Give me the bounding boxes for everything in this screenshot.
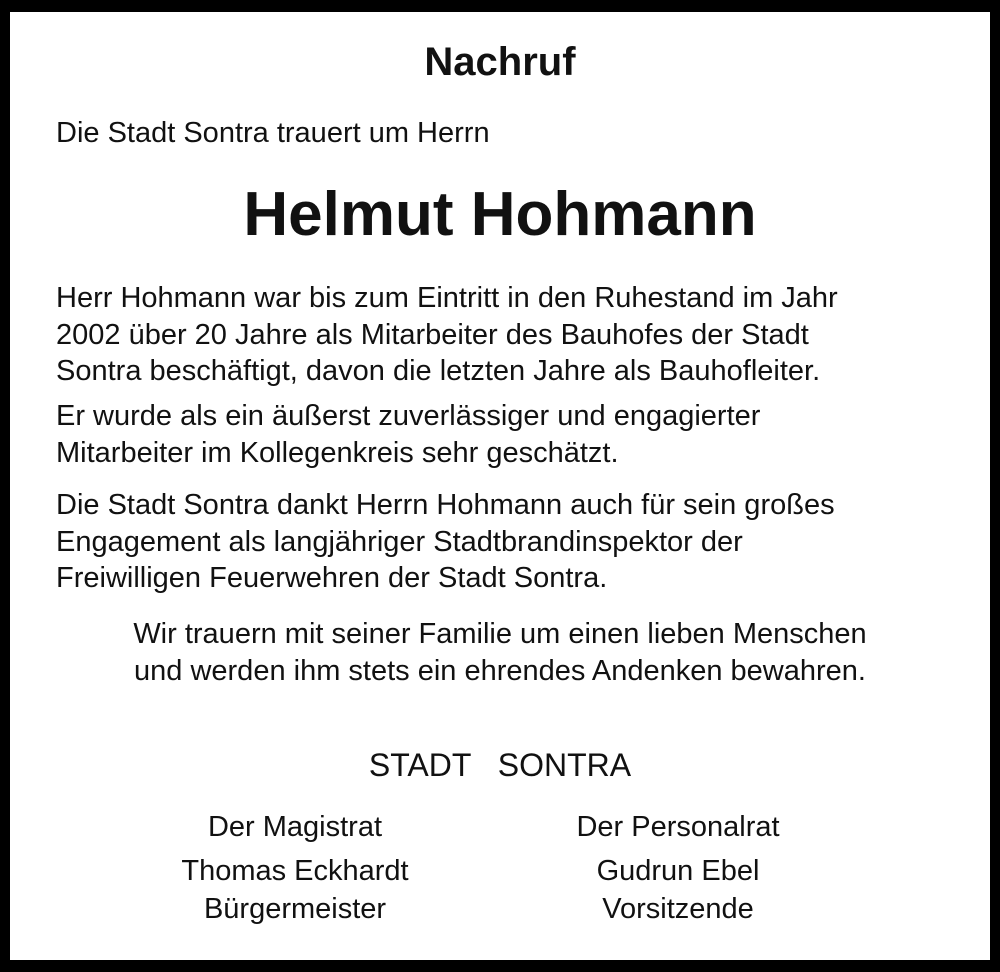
paragraph-line: Die Stadt Sontra dankt Herrn Hohmann auch für sein großes <box>56 489 835 521</box>
signatory-body: Der Personalrat <box>576 811 780 843</box>
paragraph-line: Er wurde als ein äußerst zuverlässiger und engagierter <box>56 400 761 432</box>
paragraph-line: Mitarbeiter im Kollegenkreis sehr geschätzt. <box>56 436 619 469</box>
paragraph-line: Herr Hohmann war bis zum Eintritt in den Ruhestand im Jahr <box>56 282 838 314</box>
closing-line: Wir trauern mit seiner Familie um einen lieben Menschen <box>133 618 867 650</box>
signature-block-magistrat <box>95 808 495 928</box>
signatory-name: Thomas Eckhardt <box>181 855 409 887</box>
signatory-name: Gudrun Ebel <box>596 855 760 887</box>
closing-statement <box>0 616 1000 689</box>
closing-line: und werden ihm stets ein ehrendes Andenken bewahren. <box>134 654 866 687</box>
signature-block-personalrat <box>478 808 878 928</box>
paragraph-line: 2002 über 20 Jahre als Mitarbeiter des Bauhofes der Stadt <box>56 318 809 351</box>
organization-name: STADT SONTRA <box>368 747 632 783</box>
obituary-heading: Nachruf <box>424 40 576 84</box>
paragraph-career <box>56 280 956 390</box>
signatory-title: Bürgermeister <box>203 893 387 925</box>
paragraph-fire-brigade <box>56 487 956 597</box>
intro-text: Die Stadt Sontra trauert um Herrn <box>56 117 490 149</box>
signatory-title: Vorsitzende <box>602 893 754 925</box>
deceased-name: Helmut Hohmann <box>243 180 757 249</box>
paragraph-line: Sontra beschäftigt, davon die letzten Jahre als Bauhofleiter. <box>56 355 821 387</box>
paragraph-appreciation <box>56 398 956 471</box>
signatory-body: Der Magistrat <box>207 811 383 843</box>
paragraph-line: Freiwilligen Feuerwehren der Stadt Sontra. <box>56 562 608 594</box>
paragraph-line: Engagement als langjähriger Stadtbrandinspektor der <box>56 525 743 558</box>
